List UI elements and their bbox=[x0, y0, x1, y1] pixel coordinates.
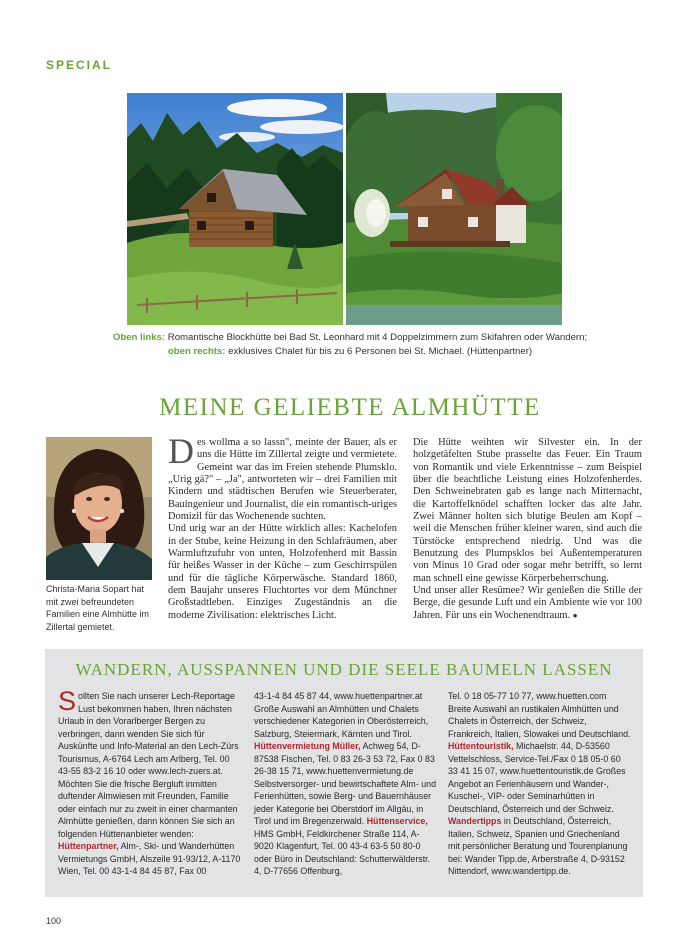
info-c2-mid: Achweg 54, D-87538 Fischen, Tel. 0 83 26-3 53 72, Fax 0 83 26-38 15 71, www.huettenvermietung.de Selbstversorger- und bewirtschaftete Alm- und Ferienhütten, sowie Berg- und Bauernhäuser jeder Kategorie bei Oberstdorf im Allgäu, in Tirol und im Bregenzerwald. bbox=[254, 741, 437, 826]
info-column-2 bbox=[254, 690, 437, 878]
article-p4-text: Und unser aller Resümee? Wir genießen die Stille der Berge, die gesunde Luft und ein Ambiente wie vor 100 Jahren. Für uns ein Wochenendtraum. bbox=[413, 585, 642, 621]
article-column-1 bbox=[168, 431, 397, 622]
provider-mueller: Hüttenvermietung Müller, bbox=[254, 741, 361, 751]
info-c3-after: in Deutschland, Österreich, Italien, Schweiz, Spanien und Griechenland mit persönlicher Beratung und Tourenplanung bei: Wander Tipp.de, Arberstraße 4, D-93152 Nittendorf, www.wandertipp.de. bbox=[448, 816, 628, 876]
provider-huettentouristik: Hüttentouristik, bbox=[448, 741, 514, 751]
article-paragraph-4 bbox=[413, 585, 642, 622]
dropcap: D bbox=[168, 431, 194, 471]
info-c3-before: Tel. 0 18 05-77 10 77, www.huetten.com Breite Auswahl an rustikalen Almhütten und Chalets in Österreich, der Schweiz, Frankreich, Italien, Slowakei und Deutschland. bbox=[448, 691, 631, 739]
info-c2-after: HMS GmbH, Feldkirchener Straße 114, A-9020 Klagenfurt, Tel. 00 43-4 63-5 50 80-0 oder Büro in Deutschland: Schutterwälderstr. 4, D-77656 Offenburg, bbox=[254, 828, 431, 876]
article-paragraph-3: Die Hütte weihten wir Silvester ein. In der holzgetäfelten Stube prasselte das Feuer. Ein Traum von Romantik und viele Erkenntnisse – zum Beispiel über die beachtliche Leistung eines Holzofenherdes. Den Schweinebraten gab es lange nach Mitternacht, die Kartoffelknödel schafften locker das alte Jahr. Zwei Männer holten sich blutige Beulen am Kopf – weil die Menschen früher kleiner waren, sind auch die Türstöcke entsprechend niedrig. Und was die Benutzung des Plumpsklos bei Außentemperaturen von Minus 10 Grad oder sogar mehr betrifft, so lernt man schnell eine gewisse Körperbeherrschung. bbox=[413, 437, 642, 584]
provider-huettenservice: Hüttenservice, bbox=[366, 816, 428, 826]
article-p1-text: es wollma a so lassn", meinte der Bauer, als er uns die Hütte im Zillertal zeigte und vermietete. Gemeint war das im Freien stehende Plumsklo. „Urig gä?" – „Ja", antworteten wir – drei Familien mit Kindern und städtischen Berufen wie Steuerberater, Bauingenieur und Journalist, die ein romantisch-uriges Domizil für das Wochenende suchten. bbox=[168, 437, 397, 523]
info-box-headline: WANDERN, AUSSPANNEN UND DIE SEELE BAUMELN LASSEN bbox=[75, 660, 613, 679]
info-column-3 bbox=[448, 690, 631, 878]
article-paragraph-1 bbox=[168, 431, 397, 523]
portrait-caption: Christa-Maria Sopart hat mit zwei befreundeten Familien eine Almhütte im Zillertal gemietet. bbox=[46, 584, 150, 632]
provider-huettenpartner: Hüttenpartner, bbox=[58, 841, 119, 851]
caption-label-left: Oben links: bbox=[112, 332, 166, 343]
photo-log-cabin bbox=[127, 93, 343, 325]
photo-chalet bbox=[346, 93, 562, 325]
article-column-2 bbox=[413, 437, 642, 622]
info-dropcap: S bbox=[58, 686, 77, 716]
info-column-1 bbox=[58, 686, 241, 878]
caption-text-left: Romantische Blockhütte bei Bad St. Leonhard mit 4 Doppelzimmern zum Skifahren oder Wandern; bbox=[165, 332, 588, 343]
author-portrait bbox=[46, 437, 152, 580]
article-headline: MEINE GELIEBTE ALMHÜTTE bbox=[159, 394, 541, 421]
article-paragraph-2: Und urig war an der Hütte wirklich alles: Kachelofen in der Stube, keine Heizung in den Schlafräumen, aber Warmluftzufuhr von unten, Holzofenherd mit Bassin für heißes Wasser in der Küche – zum Geschirrspülen und für die tägliche Körperwäsche. Standard 1860, dem Baujahr unseres Fluchtortes vor dem Münchner Großstadtleben. Einziges Zugeständnis an die moderne Zivilisation: elektrisches Licht. bbox=[168, 523, 397, 621]
info-c2-before: 43-1-4 84 45 87 44, www.huettenpartner.at Große Auswahl an Almhütten und Chalets verschiedener Kategorien in Oberösterreich, Salzburg, Steiermark, Kärnten und Tirol. bbox=[254, 691, 429, 739]
caption-text-right: exklusives Chalet für bis zu 6 Personen bei St. Michael. (Hüttenpartner) bbox=[225, 345, 533, 357]
info-c1-text: ollten Sie nach unserer Lech-Reportage Lust bekommen haben, Ihren nächsten Urlaub in den Vorarlberger Bergen zu verbringen, dann wenden Sie sich für Auskünfte und Info-Material an den Lech-Zürs Tourismus, A-6764 Lech am Arlberg, Tel. 00 43-55 83-2 16 10 oder www.lech-zuers.at. Möchten Sie die frische Bergluft inmitten duftender Almwiesen mit Freunden, Familie oder einfach nur zu zweit in einer charmanten Almhütte genießen, dann können Sie sich an folgenden Hüttenanbieter wenden: bbox=[58, 691, 239, 839]
provider-wandertipps: Wandertipps bbox=[448, 816, 502, 826]
photo-caption bbox=[110, 331, 590, 358]
section-label: SPECIAL bbox=[46, 58, 113, 72]
caption-label-right: oben rechts: bbox=[167, 345, 226, 357]
info-c3-mid: Michaelstr. 44, D-53560 Vettelschloss, Service-Tel./Fax 0 18 05-0 60 33 41 15 07, www.huettentouristik.de Großes Angebot an Ferienhäusern und Wander-, Kuschel-, VIP- oder Seminarhütten in Deutschland, Österreich und der Schweiz. bbox=[448, 741, 626, 814]
end-mark: ● bbox=[572, 610, 578, 620]
page-number: 100 bbox=[46, 916, 62, 926]
info-c1-after: Alm-, Ski- und Wanderhütten Vermietungs GmbH, Alszeile 91-93/12, A-1170 Wien, Tel. 00 43-1-4 84 45 87, Fax 00 bbox=[58, 841, 241, 876]
